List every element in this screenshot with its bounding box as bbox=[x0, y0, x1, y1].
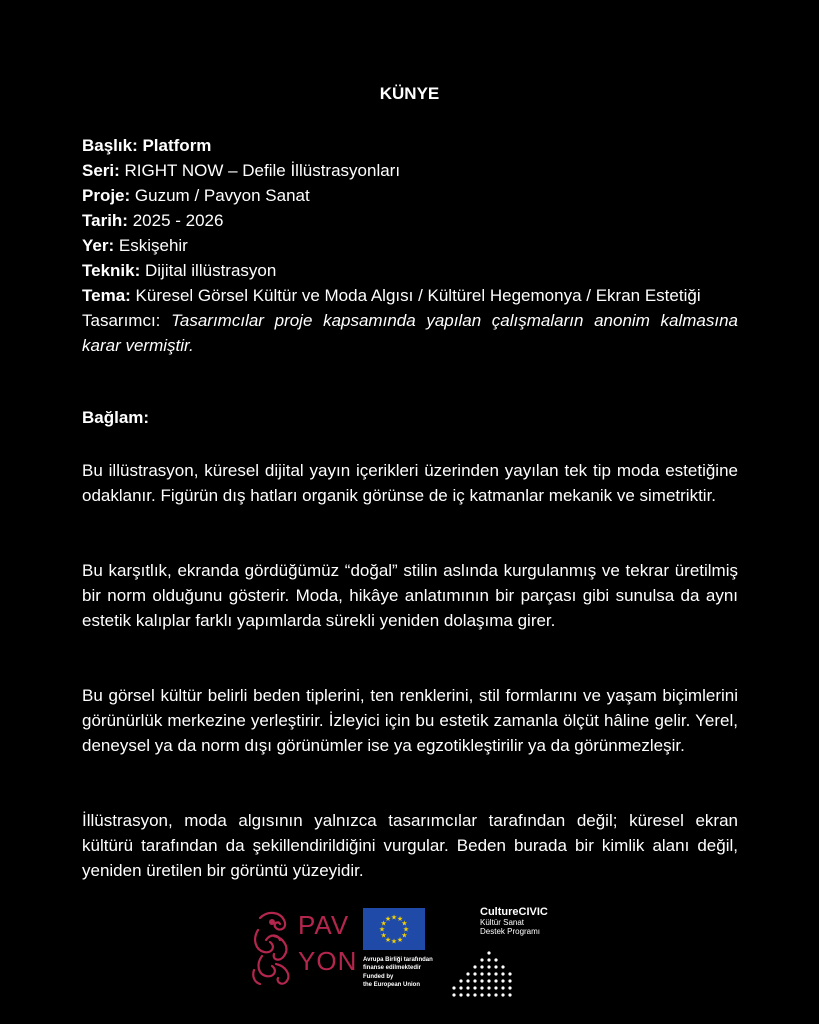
eu-text-en-line1: Funded by bbox=[363, 974, 394, 980]
pavyon-logo bbox=[250, 910, 358, 985]
context-heading: Bağlam: bbox=[82, 408, 150, 427]
svg-text:★: ★ bbox=[384, 936, 392, 944]
page-title: KÜNYE bbox=[379, 84, 440, 103]
meta-date-row bbox=[82, 208, 738, 233]
context-paragraph-2: Bu karşıtlık, ekranda gördüğümüz “doğal” stilin aslında kurgulanmış ve tekrar üretilmiş bir norm olduğunu gösterir. Moda, hikâye anlatımının bir parçası gibi sunulsa da aynı estetik kalıplar farklı yapımlarda sürekli yeniden dolaşıma girer. bbox=[82, 561, 738, 630]
culturecivic-sub2: Destek Programı bbox=[480, 927, 541, 936]
meta-technique-label: Teknik: bbox=[82, 261, 141, 280]
meta-designer-row bbox=[82, 308, 738, 358]
eu-text-en bbox=[363, 973, 420, 989]
meta-place-row bbox=[82, 233, 738, 258]
meta-theme-label: Tema: bbox=[82, 286, 131, 305]
eu-text-en-line2: the European Union bbox=[363, 982, 420, 988]
svg-text:★: ★ bbox=[402, 926, 410, 934]
meta-title-label: Başlık: Platform bbox=[82, 136, 212, 155]
credits-block bbox=[82, 133, 738, 358]
context-paragraph-3: Bu görsel kültür belirli beden tiplerini, ten renklerini, stil formlarını ve yaşam biçimlerini görünürlük merkezine yerleştirir. İzleyici için bu estetik zamanla ölçüt hâline gelir. Yerel, deneysel ya da norm dışı görünümler ise ya egzotikleştirilir ya da görünmezleşir. bbox=[82, 686, 738, 755]
meta-series-value: RIGHT NOW – Defile İllüstrasyonları bbox=[124, 161, 401, 180]
culturecivic-logo bbox=[480, 906, 548, 936]
culturecivic-title: CultureCIVIC bbox=[480, 906, 548, 918]
svg-text:★: ★ bbox=[390, 938, 398, 946]
svg-text:★: ★ bbox=[380, 920, 387, 928]
context-paragraph-4: İllüstrasyon, moda algısının yalnızca tasarımcılar tarafından değil; küresel ekran kültürü tarafından da şekillendirildiğini vurgular. Beden burada bir kimlik alanı değil, yeniden üretilen bir görüntü yüzeyidir. bbox=[82, 811, 738, 880]
meta-series-label: Seri: bbox=[82, 161, 120, 180]
meta-place-label: Yer: bbox=[82, 236, 115, 255]
meta-title-row bbox=[82, 133, 738, 158]
svg-text:★: ★ bbox=[390, 914, 398, 922]
svg-text:★: ★ bbox=[378, 926, 386, 934]
meta-designer-label: Tasarımcı: bbox=[82, 311, 161, 330]
pavyon-text-top: PAV bbox=[298, 910, 350, 940]
meta-series-row bbox=[82, 158, 738, 183]
eu-text-tr bbox=[363, 956, 433, 972]
meta-technique-value: Dijital illüstrasyon bbox=[145, 261, 277, 280]
meta-project-value: Guzum / Pavyon Sanat bbox=[134, 186, 310, 205]
svg-text:★: ★ bbox=[401, 920, 408, 928]
eu-text-tr-line1: Avrupa Birliği tarafından bbox=[363, 957, 433, 963]
meta-designer-value: Tasarımcılar proje kapsamında yapılan çalışmaların anonim kalmasına karar vermiştir. bbox=[82, 311, 738, 355]
meta-theme-value: Küresel Görsel Kültür ve Moda Algısı / Kültürel Hegemonya / Ekran Estetiği bbox=[135, 286, 701, 305]
meta-project-label: Proje: bbox=[82, 186, 131, 205]
svg-text:★: ★ bbox=[396, 916, 404, 924]
culturecivic-sub1: Kültür Sanat bbox=[480, 918, 525, 927]
svg-text:★: ★ bbox=[401, 932, 408, 940]
meta-date-label: Tarih: bbox=[82, 211, 128, 230]
meta-project-row bbox=[82, 183, 738, 208]
svg-text:★: ★ bbox=[380, 932, 387, 940]
pavyon-text-bottom: YON bbox=[298, 946, 358, 976]
svg-text:★: ★ bbox=[396, 936, 404, 944]
meta-place-value: Eskişehir bbox=[118, 236, 188, 255]
svg-text:★: ★ bbox=[384, 916, 392, 924]
meta-technique-row bbox=[82, 258, 738, 283]
context-paragraph-1: Bu illüstrasyon, küresel dijital yayın içerikleri üzerinden yayılan tek tip moda estetiğine odaklanır. Figürün dış hatları organik görünse de iç katmanlar mekanik ve simetriktir. bbox=[82, 461, 738, 505]
meta-date-value: 2025 - 2026 bbox=[132, 211, 224, 230]
meta-theme-row bbox=[82, 283, 738, 308]
eu-text-tr-line2: finanse edilmektedir bbox=[363, 965, 422, 971]
pavyon-figure-icon bbox=[250, 910, 296, 985]
culturecivic-arrow-icon bbox=[448, 940, 518, 1005]
sponsor-logos bbox=[0, 900, 819, 1010]
eu-flag-icon bbox=[363, 908, 425, 950]
